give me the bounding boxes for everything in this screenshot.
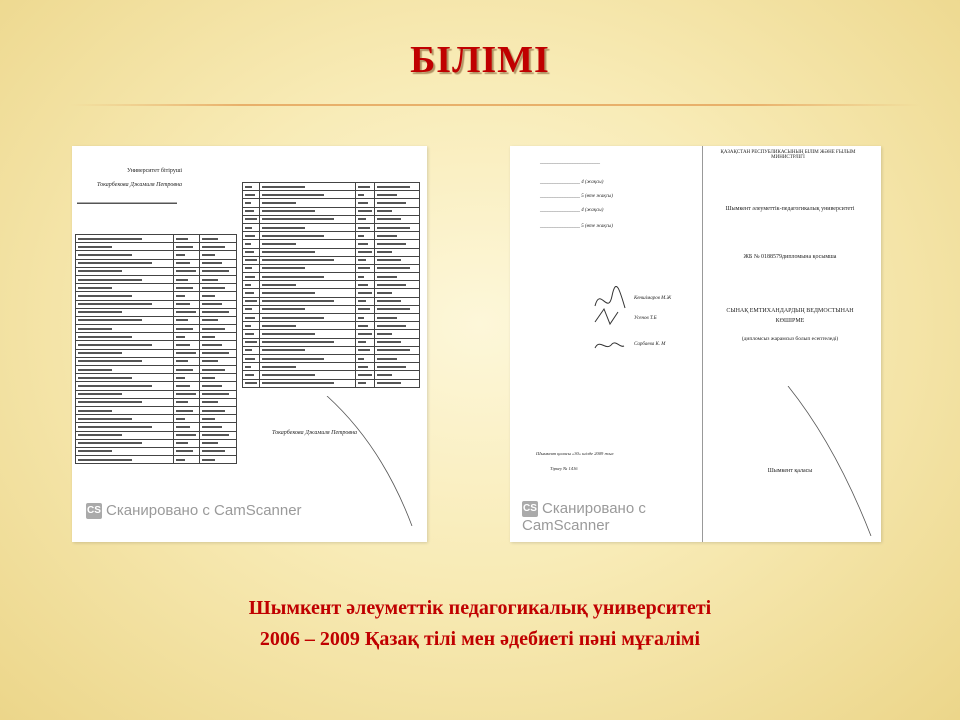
camscanner-watermark: CS Сканировано с CamScanner [87,502,302,519]
table-row [76,357,237,365]
table-row [76,341,237,349]
table-row [243,379,420,387]
table-row [243,281,420,289]
page-separator [702,146,703,542]
scan-header: Университет бітіруші [127,168,183,174]
table-row [243,338,420,346]
table-row [76,243,237,251]
transcript-scan-left [72,146,427,542]
table-row [76,398,237,406]
table-row [76,390,237,398]
table-row [243,314,420,322]
table-row [76,333,237,341]
table-row [243,215,420,223]
signature-2 [592,304,622,329]
table-row [243,183,420,191]
table-row [76,235,237,243]
table-row [76,374,237,382]
cover-fold-line [786,386,876,536]
diploma-number: ЖБ № 0188579дипломына қосымша [743,254,837,260]
table-row [243,199,420,207]
table-row [76,447,237,455]
table-row [243,223,420,231]
table-row [76,251,237,259]
table-row [76,366,237,374]
signature-name: Токарбекова Джамиля Петровна [272,430,357,436]
table-row [76,382,237,390]
table-row [76,431,237,439]
issue-date: Шымкент қаласы «30» шілде 2009 жыл [536,451,614,456]
table-row [243,354,420,362]
table-row [76,292,237,300]
table-row [76,423,237,431]
doc-note: (дипломсыз жарамсыз болып есептеледі) [741,336,839,342]
table-row [76,267,237,275]
registration-number: Тіркеу № 1416 [550,466,578,471]
table-row [243,264,420,272]
signatory-3: Сарбаева К. М [634,342,666,347]
cover-page [706,146,876,542]
table-row [243,248,420,256]
title-divider [70,104,920,106]
table-row [76,316,237,324]
caption-degree: 2006 – 2009 Қазақ тілі мен әдебиеті пәні мұғалімі [259,628,701,650]
signatory-2: Усенов Т.Б [634,316,657,321]
table-row [76,308,237,316]
slide-title: БІЛІМІ [410,39,550,81]
scan-fold-line [322,396,422,526]
table-row [76,300,237,308]
table-row [243,240,420,248]
table-row [76,259,237,267]
table-row [243,305,420,313]
signatures-page: ________________________ ________________ 4 (жақсы) ________________ 5 (өте жақсы) ________________ 4 (жақсы) ________________ 5 (өте жақсы) Кеншімаров М.Ж Усенов Т.Б Сарбаева К. М Шымкент қаласы «30» шілде 2009 жыл Тіркеу № 1416 CS Сканировано с CamScanner [510,146,700,542]
city-name: Шымкент қаласы [767,468,813,474]
table-row [243,207,420,215]
university-name: Шымкент әлеуметтік-педагогикалық университеті [725,206,855,212]
table-row [76,415,237,423]
table-row [243,330,420,338]
camscanner-logo-icon: CS [86,503,102,519]
caption-university: Шымкент әлеуметтік педагогикалық университеті [248,597,712,619]
table-row [243,371,420,379]
table-row [76,275,237,283]
signatory-1: Кеншімаров М.Ж [634,296,672,301]
doc-heading: СЫНАҚ ЕМТИХАНДАРДЫҢ ВЕДМОСТЫНАН [726,308,854,314]
table-row [243,297,420,305]
camscanner-watermark-right: CS Сканировано с CamScanner [522,500,646,535]
student-name: Токарбекова Джамиля Петровна [97,182,182,188]
table-row [243,191,420,199]
table-row [76,456,237,464]
transcript-table-right [242,182,420,388]
table-row [76,349,237,357]
table-row [76,325,237,333]
camscanner-logo-icon: CS [522,501,538,517]
table-row [243,346,420,354]
table-row [243,289,420,297]
table-row [243,232,420,240]
table-row [76,284,237,292]
signature-3 [592,336,626,354]
table-row [243,363,420,371]
doc-subheading: КӨШІРМЕ [775,318,805,324]
table-row [76,439,237,447]
table-row [243,322,420,330]
transcript-table-left [75,234,237,464]
diploma-supplement-scan-right [510,146,881,542]
table-row [243,273,420,281]
table-row [76,406,237,414]
ministry-name: ҚАЗАҚСТАН РЕСПУБЛИКАСЫНЫҢ БІЛІМ ЖӘНЕ ҒЫЛЫМ МИНИСТРЛІГІ [720,150,856,160]
table-row [243,256,420,264]
scan-intro-text: ▬▬▬▬▬▬▬▬▬▬▬▬▬▬▬▬▬▬▬▬ [77,201,177,206]
